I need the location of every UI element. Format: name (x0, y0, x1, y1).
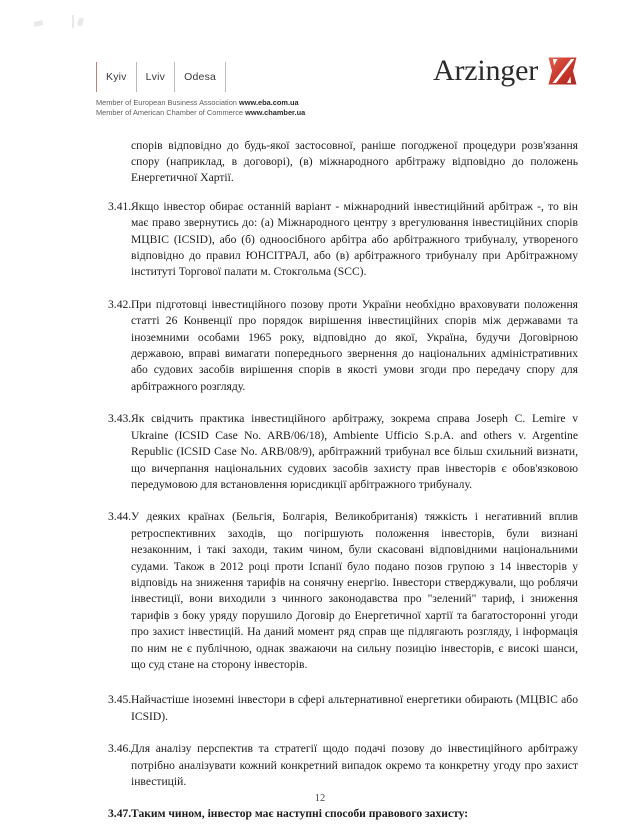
document-body (108, 126, 578, 835)
logo-wordmark: Arzinger (432, 54, 538, 87)
office-cities-bar (96, 62, 226, 92)
page-number: 12 (314, 793, 326, 804)
letterhead (0, 0, 640, 125)
membership-line-eba (96, 98, 305, 108)
membership-chamber-url: www.chamber.ua (245, 108, 306, 118)
paragraph-number: 3.43. (108, 412, 132, 426)
paragraph-text: У деяких країнах (Бельгія, Болгарія, Великобританія) тяжкість і негативний вплив ретроспективних заходів, що погіршують положення інвесторів, були визнані незаконним, і такі заходи, таким чином, були скасовані відповідними національними судами. Також в 2012 році проти Іспанії було подано позов групою з 14 інвесторів у відповідь на зниження тарифів на сонячну енергію. Інвестори стверджували, що роблячи інвестиції, вони виходили з чинного законодавства про "зелений" тариф, і зниження тарифів з боку уряду порушило Договір до Енергетичної хартії та багатосторонні угоди про захист інвестицій. На даний момент ряд справ ще підлягають розгляду, і інформація по ним не є публічною, однак зважаючи на сильну позицію інвесторів, є високі шанси, що суд стане на сторону інвесторів. (131, 510, 578, 671)
arzinger-logo (433, 56, 578, 86)
paragraph-3-43 (108, 411, 578, 493)
paragraph-3-41 (108, 199, 578, 281)
paragraph-text: Таким чином, інвестор має наступні способи правового захисту: (131, 807, 469, 821)
membership-chamber-text: Member of American Chamber of Commerce (96, 108, 246, 118)
paragraph-number: 3.44. (108, 510, 132, 524)
arzinger-z-mark-icon (547, 56, 578, 86)
paragraph-3-47 (108, 806, 578, 822)
paragraph-3-42 (108, 297, 578, 395)
paragraph-3-44 (108, 509, 578, 673)
paragraph-text: спорів відповідно до будь-якої застосовної, раніше погодженої процедури розв'язання спору (наприклад, в договорі), (в) міжнародного арбітражу відповідно до положень Енергетичної Хартії. (131, 138, 578, 185)
paragraph-text: Якщо інвестор обирає останній варіант - міжнародний інвестиційний арбітраж -, то він має право звернутись до: (а) Міжнародного центру з врегулювання інвестиційних спорів МЦВІС (ICSID), або (б) одноосібного арбітра або арбітражного трибуналу, утвореного відповідно до правил ЮНСІТРАЛ, або (в) арбітражного трибуналу при Арбітражному інституті Торгової палати м. Стокгольма (SCC). (131, 199, 578, 279)
paragraph-text: Для аналізу перспектив та стратегії щодо подачі позову до інвестиційного арбітражу потрібно аналізувати кожний конкретний випадок окремо та конкретну угоду про захист інвестицій. (131, 742, 578, 788)
paragraph-text: При підготовці інвестиційного позову проти України необхідно враховувати положення статті 26 Конвенції про порядок вирішення інвестиційних спорів між державами та іноземними особами 1965 року, відповідно до якої, Україна, будучи Договірною державою, вправі вимагати попереднього звернення до національних адміністративних або судових засобів вирішення спорів в якості умови згоди про передачу спору для арбітражного розгляду. (131, 297, 578, 393)
paragraph-number: 3.41. (108, 199, 132, 213)
paragraph-3-46 (108, 741, 578, 790)
city-kyiv: Kyiv (106, 71, 127, 83)
paragraph-number: 3.46. (108, 742, 132, 756)
membership-lines (96, 98, 305, 118)
membership-line-chamber (96, 108, 305, 118)
paragraph-number: 3.45. (108, 693, 132, 707)
paragraph-text: Найчастіше іноземні інвестори в сфері альтернативної енергетики обирають (МЦВІС або ICSID). (131, 693, 578, 723)
paragraph-text: Як свідчить практика інвестиційного арбітражу, зокрема справа Joseph C. Lemire v Ukraine (ICSID Case No. ARB/06/18), Ambiente Ufficio S.p.A. and others v. Argentine Republic (ICSID Case No. ARB/08/9), арбітражний трибунал все більш схильний визнати, що вичерпання національних судових засобів захисту прав інвесторів є обов'язковою передумовою для встановлення юрисдикції арбітражного трибуналу. (131, 412, 578, 491)
city-lviv: Lviv (145, 71, 166, 83)
city-divider-right (225, 62, 226, 92)
membership-eba-text: Member of European Business Association (96, 98, 239, 107)
membership-eba-url: www.eba.com.ua (238, 98, 299, 107)
city-odesa: Odesa (184, 71, 217, 83)
paragraph-number: 3.42. (108, 297, 132, 311)
paragraph-3-45 (108, 692, 578, 725)
paragraph-number: 3.47. (108, 807, 132, 821)
paragraph-continuation (131, 138, 578, 187)
